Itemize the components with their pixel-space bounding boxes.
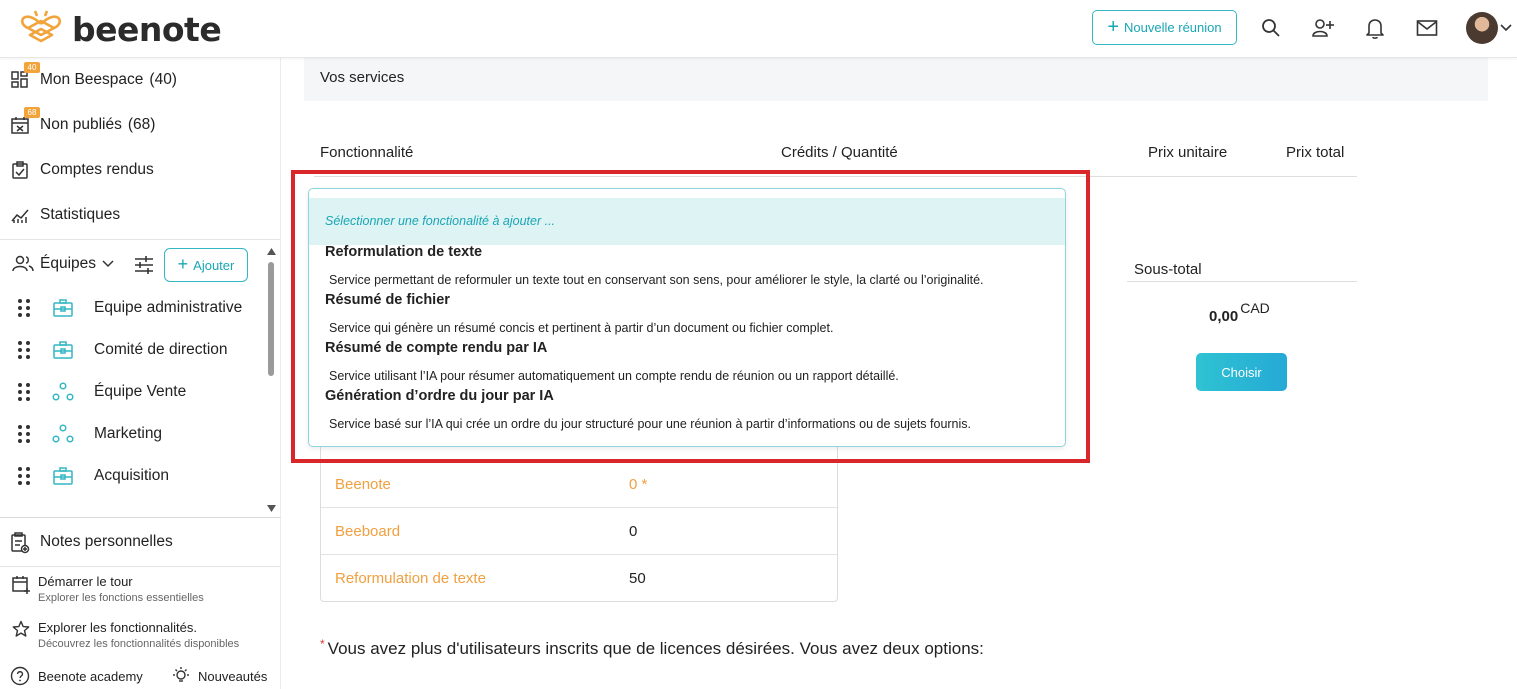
sidebar-item-beespace[interactable] <box>10 70 177 90</box>
row-value: 0 * <box>629 476 648 493</box>
drag-handle-icon[interactable] <box>18 383 30 401</box>
tour-title: Démarrer le tour <box>38 574 133 589</box>
teams-header[interactable] <box>12 254 114 274</box>
drag-handle-icon[interactable] <box>18 425 30 443</box>
required-asterisk: * <box>320 637 325 651</box>
calendar-plus-icon <box>12 574 30 594</box>
team-item[interactable] <box>18 298 242 318</box>
sidebar-item-unpublished[interactable] <box>10 115 155 135</box>
star-icon <box>12 620 30 638</box>
add-team-button[interactable] <box>164 248 248 282</box>
choose-button[interactable]: Choisir <box>1196 353 1287 391</box>
column-header-unit-price: Prix unitaire <box>1148 144 1228 161</box>
subtotal-label: Sous-total <box>1134 261 1202 278</box>
feature-select-placeholder: Sélectionner une fonctionalité à ajouter ... <box>325 214 556 228</box>
sidebar-item-label: Mon Beespace <box>40 71 144 88</box>
scroll-up-icon[interactable] <box>267 248 276 255</box>
team-item[interactable] <box>18 340 228 360</box>
news-label: Nouveautés <box>198 668 268 684</box>
sidebar-item-minutes[interactable] <box>10 160 154 180</box>
chevron-down-icon[interactable] <box>102 260 114 268</box>
new-meeting-button[interactable] <box>1092 10 1237 45</box>
briefcase-icon <box>52 466 74 486</box>
sidebar-item-label: Non publiés <box>40 116 122 133</box>
table-row <box>321 554 837 601</box>
add-user-icon[interactable] <box>1309 14 1337 42</box>
lightbulb-icon <box>172 666 190 686</box>
briefcase-icon <box>52 298 74 318</box>
team-item[interactable] <box>18 424 162 444</box>
currency-label: CAD <box>1240 300 1270 316</box>
logo-text: beenote <box>72 9 222 49</box>
beenote-logo[interactable] <box>16 6 221 52</box>
sidebar-item-label: Statistiques <box>40 206 121 223</box>
license-warning <box>320 637 984 659</box>
option-description: Service utilisant l’IA pour résumer automatiquement un compte rendu de réunion ou un rapport détaillé. <box>329 369 899 383</box>
scroll-thumb[interactable] <box>268 262 274 376</box>
grid-icon <box>10 70 30 90</box>
bee-logo-icon <box>16 7 66 51</box>
row-value: 50 <box>629 570 646 587</box>
academy-link[interactable] <box>10 666 143 686</box>
option-title: Reformulation de texte <box>325 244 483 260</box>
feature-select-input[interactable] <box>309 198 1065 245</box>
subtotal-value: 0,00 <box>1209 308 1239 325</box>
column-header-feature: Fonctionnalité <box>320 144 414 161</box>
sidebar-item-statistics[interactable] <box>10 205 120 225</box>
sidebar-item-count: (68) <box>127 116 156 133</box>
academy-label: Beenote academy <box>38 668 143 684</box>
table-row <box>321 460 837 507</box>
bell-icon[interactable] <box>1361 14 1389 42</box>
sidebar-item-label: Comptes rendus <box>40 161 154 178</box>
explore-subtitle: Découvrez les fonctionnalités disponibles <box>38 638 240 650</box>
option-description: Service permettant de reformuler un texte tout en conservant son sens, pour améliorer le style, la clarté ou l’originalité. <box>329 273 984 287</box>
count-badge: 68 <box>24 107 40 118</box>
table-row <box>321 507 837 554</box>
option-title: Génération d’ordre du jour par IA <box>325 388 554 404</box>
subtotal-amount <box>1209 300 1270 325</box>
sidebar-divider <box>0 517 281 518</box>
team-item[interactable] <box>18 466 169 486</box>
network-icon <box>52 382 74 402</box>
column-header-total-price: Prix total <box>1286 144 1345 161</box>
count-badge: 40 <box>24 62 40 73</box>
row-name: Beenote <box>335 476 391 493</box>
add-team-label: Ajouter <box>193 257 235 273</box>
new-meeting-label: Nouvelle réunion <box>1124 20 1222 35</box>
team-name: Comité de direction <box>94 341 228 358</box>
team-name: Équipe Vente <box>94 383 187 400</box>
network-icon <box>52 424 74 444</box>
explore-features-link[interactable] <box>12 620 239 650</box>
option-description: Service qui génère un résumé concis et pertinent à partir d’un document ou fichier complet. <box>329 321 834 335</box>
row-value: 0 <box>629 523 638 540</box>
calendar-x-icon <box>10 115 30 135</box>
help-icon <box>10 666 30 686</box>
option-description: Service basé sur l’IA qui crée un ordre du jour structuré pour une réunion à partir d’informations ou de sujets fournis. <box>329 417 972 431</box>
chevron-down-icon[interactable] <box>1496 14 1516 42</box>
sidebar <box>0 58 281 689</box>
scroll-down-icon[interactable] <box>267 505 276 512</box>
briefcase-icon <box>52 340 74 360</box>
drag-handle-icon[interactable] <box>18 299 30 317</box>
team-name: Equipe administrative <box>94 299 243 316</box>
explore-title: Explorer les fonctionnalités. <box>38 620 197 635</box>
team-name: Marketing <box>94 425 163 442</box>
drag-handle-icon[interactable] <box>18 341 30 359</box>
users-icon <box>12 254 34 274</box>
sidebar-item-label: Notes personnelles <box>40 533 173 550</box>
subtotal-divider <box>1127 281 1357 282</box>
mail-icon[interactable] <box>1413 14 1441 42</box>
row-name: Beeboard <box>335 523 401 540</box>
plus-icon: + <box>1107 15 1120 38</box>
sidebar-divider <box>0 239 281 240</box>
start-tour-link[interactable] <box>12 574 204 604</box>
clipboard-icon <box>10 160 30 180</box>
teams-label: Équipes <box>40 255 97 272</box>
quantities-table <box>320 445 838 602</box>
license-warning-text: Vous avez plus d'utilisateurs inscrits que de licences désirées. Vous avez deux options: <box>327 639 984 658</box>
chart-icon <box>10 205 30 225</box>
sidebar-item-personal-notes[interactable] <box>10 532 173 552</box>
row-name: Reformulation de texte <box>335 570 486 587</box>
top-header <box>0 0 1517 58</box>
option-title: Résumé de compte rendu par IA <box>325 340 548 356</box>
filter-icon[interactable] <box>134 255 154 280</box>
notes-icon <box>10 532 30 552</box>
sidebar-item-count: (40) <box>149 71 177 88</box>
tour-subtitle: Explorer les fonctions essentielles <box>38 592 204 604</box>
avatar[interactable] <box>1466 12 1498 44</box>
services-section-header <box>304 58 1488 101</box>
column-header-credits: Crédits / Quantité <box>781 144 898 161</box>
team-item[interactable] <box>18 382 186 402</box>
drag-handle-icon[interactable] <box>18 467 30 485</box>
services-title: Vos services <box>320 69 405 86</box>
plus-icon: + <box>177 253 189 274</box>
sidebar-divider <box>0 566 281 567</box>
news-link[interactable] <box>172 666 267 686</box>
search-icon[interactable] <box>1257 14 1285 42</box>
feature-select-dropdown[interactable] <box>308 188 1066 447</box>
team-name: Acquisition <box>94 467 169 484</box>
option-title: Résumé de fichier <box>325 292 450 308</box>
